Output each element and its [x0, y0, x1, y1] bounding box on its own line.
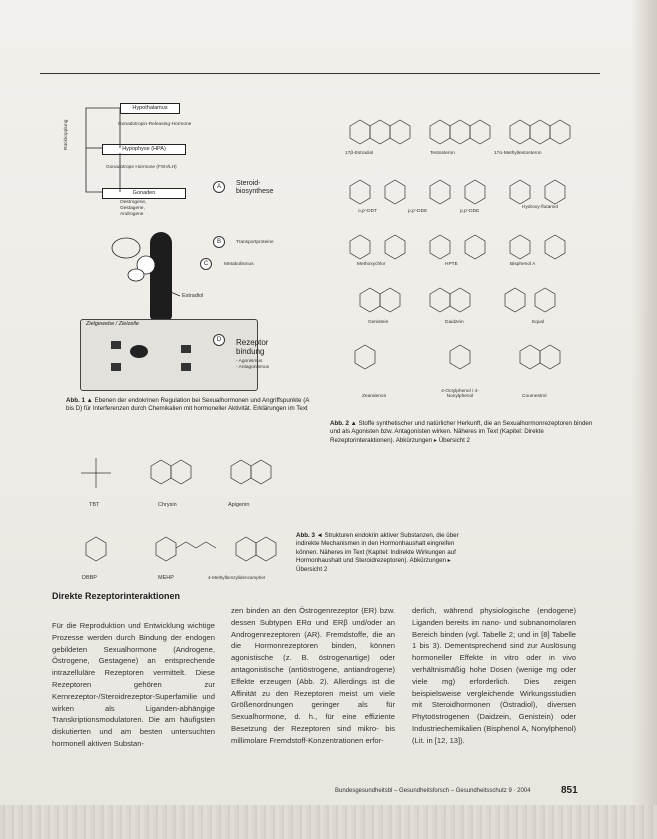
- molecule-label: HPTE: [445, 262, 458, 267]
- text-column-1: Für die Reproduktion und Entwicklung wichtige Prozesse werden durch Bindung der endogen gebildeten Sexualhormone (Androgene, Östrogene, Gestagene) an entsprechende intrazelluläre Rezeptoren vermittelt. Diese Rezeptoren gehören zur Kernrezeptor-/Steroidrezeptor-Superfamilie und wirken als Liganden-abhängige Transkriptionsmodulatoren. Die am häufigsten diskutierten und am besten untersuchten hormonell aktiven Substan-: [52, 621, 215, 748]
- marker-d: D: [213, 334, 225, 346]
- box-hypothalamus: Hypothalamus: [120, 103, 180, 114]
- molecule-label: 4-Octylphenol / 4-Nonylphenol: [441, 389, 479, 399]
- label-estradiol: Estradiol: [182, 293, 204, 299]
- figure-3-structures: [66, 448, 306, 588]
- figure-2-caption: [330, 420, 595, 445]
- molecule-label: Zearalenon: [362, 394, 387, 399]
- text-column-2: zen binden an den Östrogenrezeptor (ER) bzw. dessen Subtypen ERα und ERβ und/oder an Androgenrezeptoren (AR). Fremdstoffe, die an die Hormonrezeptoren binden, können agonistische (z. B. östrogenartige) oder antagonistische (antiöstrogene, antiandrogene) Effekte erzeugen (Abb. 2). Allerdings ist die Affinität zu den Rezeptoren meist um viele Größenordnungen geringer als für Sexualhormone, d. h., für eine effiziente Besetzung der Rezeptoren sind mikro- bis millimolare Fremdstoff-Konzentrationen erfor-: [231, 606, 395, 745]
- box-gonaden: Gonaden: [102, 188, 186, 199]
- label-gonadotrope: Gonadotrope Hormone (FSH/LH): [106, 165, 177, 170]
- molecule-label: o,p'-DDT: [358, 209, 378, 214]
- molecule-label: Coumestrol: [522, 394, 547, 399]
- figure-3-caption-text: Strukturen endokrin aktiver Substanzen, die über indirekte Mechanismen in den Hormonhaushalt eingreifen können. Näheres im Text (Kapitel: Indirekte Wirkungen auf Hormonhaushalt und Steroidrezeptoren). Abkürzungen ▸ Übersicht 2: [296, 532, 459, 573]
- figure-1-caption-title: Abb. 1 ▲: [66, 397, 93, 404]
- marker-c: C: [200, 258, 212, 270]
- label-metabolism: Metabolismus: [224, 262, 254, 267]
- label-receptor-modes: - Agonismus - Antagonismus: [236, 359, 270, 370]
- molecule-label: MEHP: [158, 575, 174, 581]
- molecule-label: Equol: [532, 320, 545, 325]
- figure-2-structures: [330, 96, 590, 406]
- molecule-label: Genistein: [368, 320, 389, 325]
- molecule-label: DBBP: [82, 575, 97, 581]
- molecule-label: Chrysin: [158, 502, 177, 508]
- figure-2-caption-title: Abb. 2 ▲: [330, 420, 357, 427]
- scan-edge-shadow: [631, 0, 657, 839]
- journal-footer: Bundesgesundheitsbl – Gesundheitsforsch – Gesundheitsschutz 9 · 2004: [335, 788, 531, 794]
- label-sexualhormone: Oestrogene, Gestagene, Androgene: [120, 200, 147, 217]
- label-steroid: Steroid- biosynthese: [236, 180, 274, 195]
- page-number: 851: [561, 785, 578, 796]
- molecule-label: Methoxychlor: [357, 262, 386, 267]
- cell-details: [105, 335, 215, 385]
- label-feedback: Rückkopplung: [64, 119, 69, 150]
- marker-a: A: [213, 181, 225, 193]
- transport-illustration: [106, 230, 206, 300]
- molecule-label: 17β-Estradiol: [345, 151, 374, 156]
- figure-3-caption-title: Abb. 3 ◄: [296, 532, 323, 539]
- label-gnrh: Gonadotropin-Releasing-Hormone: [118, 122, 192, 127]
- molecule-label: p,p'-DDE: [408, 209, 428, 214]
- label-receptor: Rezeptor bindung: [236, 338, 269, 356]
- figure-1-caption: [66, 397, 316, 414]
- label-transport: Transportproteine: [236, 240, 274, 245]
- molecule-label: Bisphenol A: [510, 262, 536, 267]
- feedback-lines: [80, 100, 200, 220]
- molecule-label: 17α-Methyltestosteron: [494, 151, 542, 156]
- scan-bottom-noise: [0, 805, 657, 839]
- figure-3-caption: [296, 532, 461, 574]
- text-column-3: derlich, während physiologische (endogene) Liganden bereits im nano- und subnanomolaren Bereich binden (vgl. Tabelle 2; und in [8] Tabelle 1 bis 3). Dementsprechend sind zur Auslösung hormoneller Effekte in vitro oder in vivo verhältnismäßig hohe Dosen (wenige mg oder viele mg) erforderlich. Dies zeigen beispielsweise vergleichende Wirkungsstudien mit Steroidhormonen (Östradiol), diversen Phytoöstrogenen (Daidzein, Genistein) oder Industriechemikalien (Bisphenol A, Nonylphenol) (Lit. in [12, 13]).: [412, 606, 576, 745]
- molecule-label: Hydroxy-flutamid: [522, 205, 558, 210]
- header-rule: [40, 73, 600, 74]
- label-target-cell: Zielgewebe / Zielzelle: [86, 321, 139, 327]
- molecule-label: Daidzein: [445, 320, 464, 325]
- marker-b: B: [213, 236, 225, 248]
- molecule-label: p,p'-DDE: [460, 209, 480, 214]
- molecule-label: Apigenin: [228, 502, 250, 508]
- figure-1-caption-text: Ebenen der endokrinen Regulation bei Sexualhormonen und Angriffspunkte (A bis D) für Interferenzen durch Chemikalien mit hormoneller Aktivität. Erklärungen im Text: [66, 397, 310, 413]
- molecule-label: 4-Methylbenzylidencampher: [208, 575, 266, 580]
- box-hypophyse: Hypophyse (HPA): [102, 144, 186, 155]
- molecule-label: TBT: [89, 502, 100, 508]
- figure-2-caption-text: Stoffe synthetischer und natürlicher Herkunft, die an Sexualhormonrezeptoren binden und als Agonisten bzw. Antagonisten wirken. Näheres im Text (Kapitel: Direkte Rezeptorinteraktionen). Abkürzungen ▸ Übersicht 2: [330, 420, 593, 444]
- molecule-label: Testosteron: [430, 151, 455, 156]
- section-heading: Direkte Rezeptorinteraktionen: [52, 591, 181, 601]
